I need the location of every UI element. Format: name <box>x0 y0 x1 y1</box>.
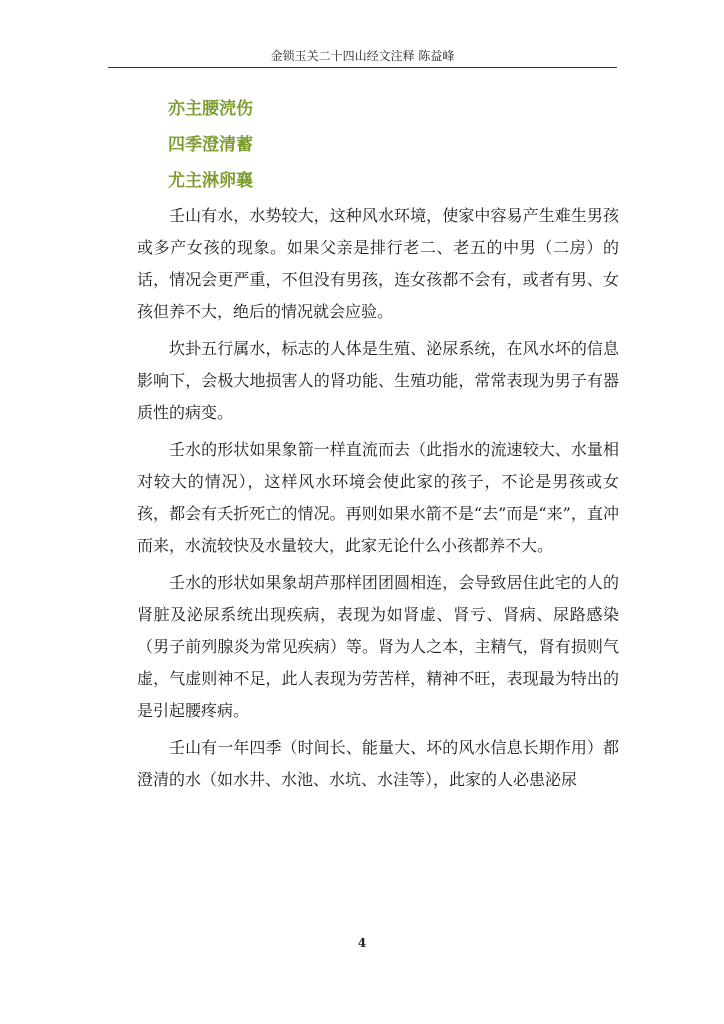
paragraph: 壬山有水，水势较大，这种风水环境，使家中容易产生难生男孩或多产女孩的现象。如果父亲是排行老二、老五的中男（二房）的话，情况会更严重，不但没有男孩，连女孩都不会有，或者有男、女孩但养不大，绝后的情况就会应验。 <box>137 206 619 321</box>
section-heading: 四季澄清蓄 <box>168 135 253 155</box>
paragraph: 壬水的形状如果象箭一样直流而去（此指水的流速较大、水量相对较大的情况），这样风水环境会使此家的孩子，不论是男孩或女孩，都会有夭折死亡的情况。再则如果水箭不是“去”而是“来”，直冲而来，水流较快及水量较大，此家无论什么小孩都养不大。 <box>137 440 619 555</box>
section-heading: 尤主淋卵襄 <box>168 171 253 191</box>
body-text <box>137 200 619 801</box>
header-rule <box>108 67 617 68</box>
page-number: 4 <box>357 936 367 950</box>
section-heading: 亦主腰涜伤 <box>168 99 253 119</box>
paragraph: 壬山有一年四季（时间长、能量大、坏的风水信息长期作用）都澄清的水（如水井、水池、水坑、水洼等），此家的人必患泌尿 <box>137 738 619 789</box>
running-header: 金锁玉关二十四山经文注释 陈益峰 <box>270 49 455 63</box>
paragraph: 坎卦五行属水，标志的人体是生殖、泌尿系统，在风水坏的信息影响下，会极大地损害人的肾功能、生殖功能，常常表现为男子有器质性的病变。 <box>137 339 619 422</box>
paragraph: 壬水的形状如果象胡芦那样团团圆相连，会导致居住此宅的人的肾脏及泌尿系统出现疾病，表现为如肾虚、肾亏、肾病、尿路感染（男子前列腺炎为常见疾病）等。肾为人之本，主精气，肾有损则气虚，气虚则神不足，此人表现为劳苦样，精神不旺，表现最为特出的是引起腰疼病。 <box>137 573 619 720</box>
